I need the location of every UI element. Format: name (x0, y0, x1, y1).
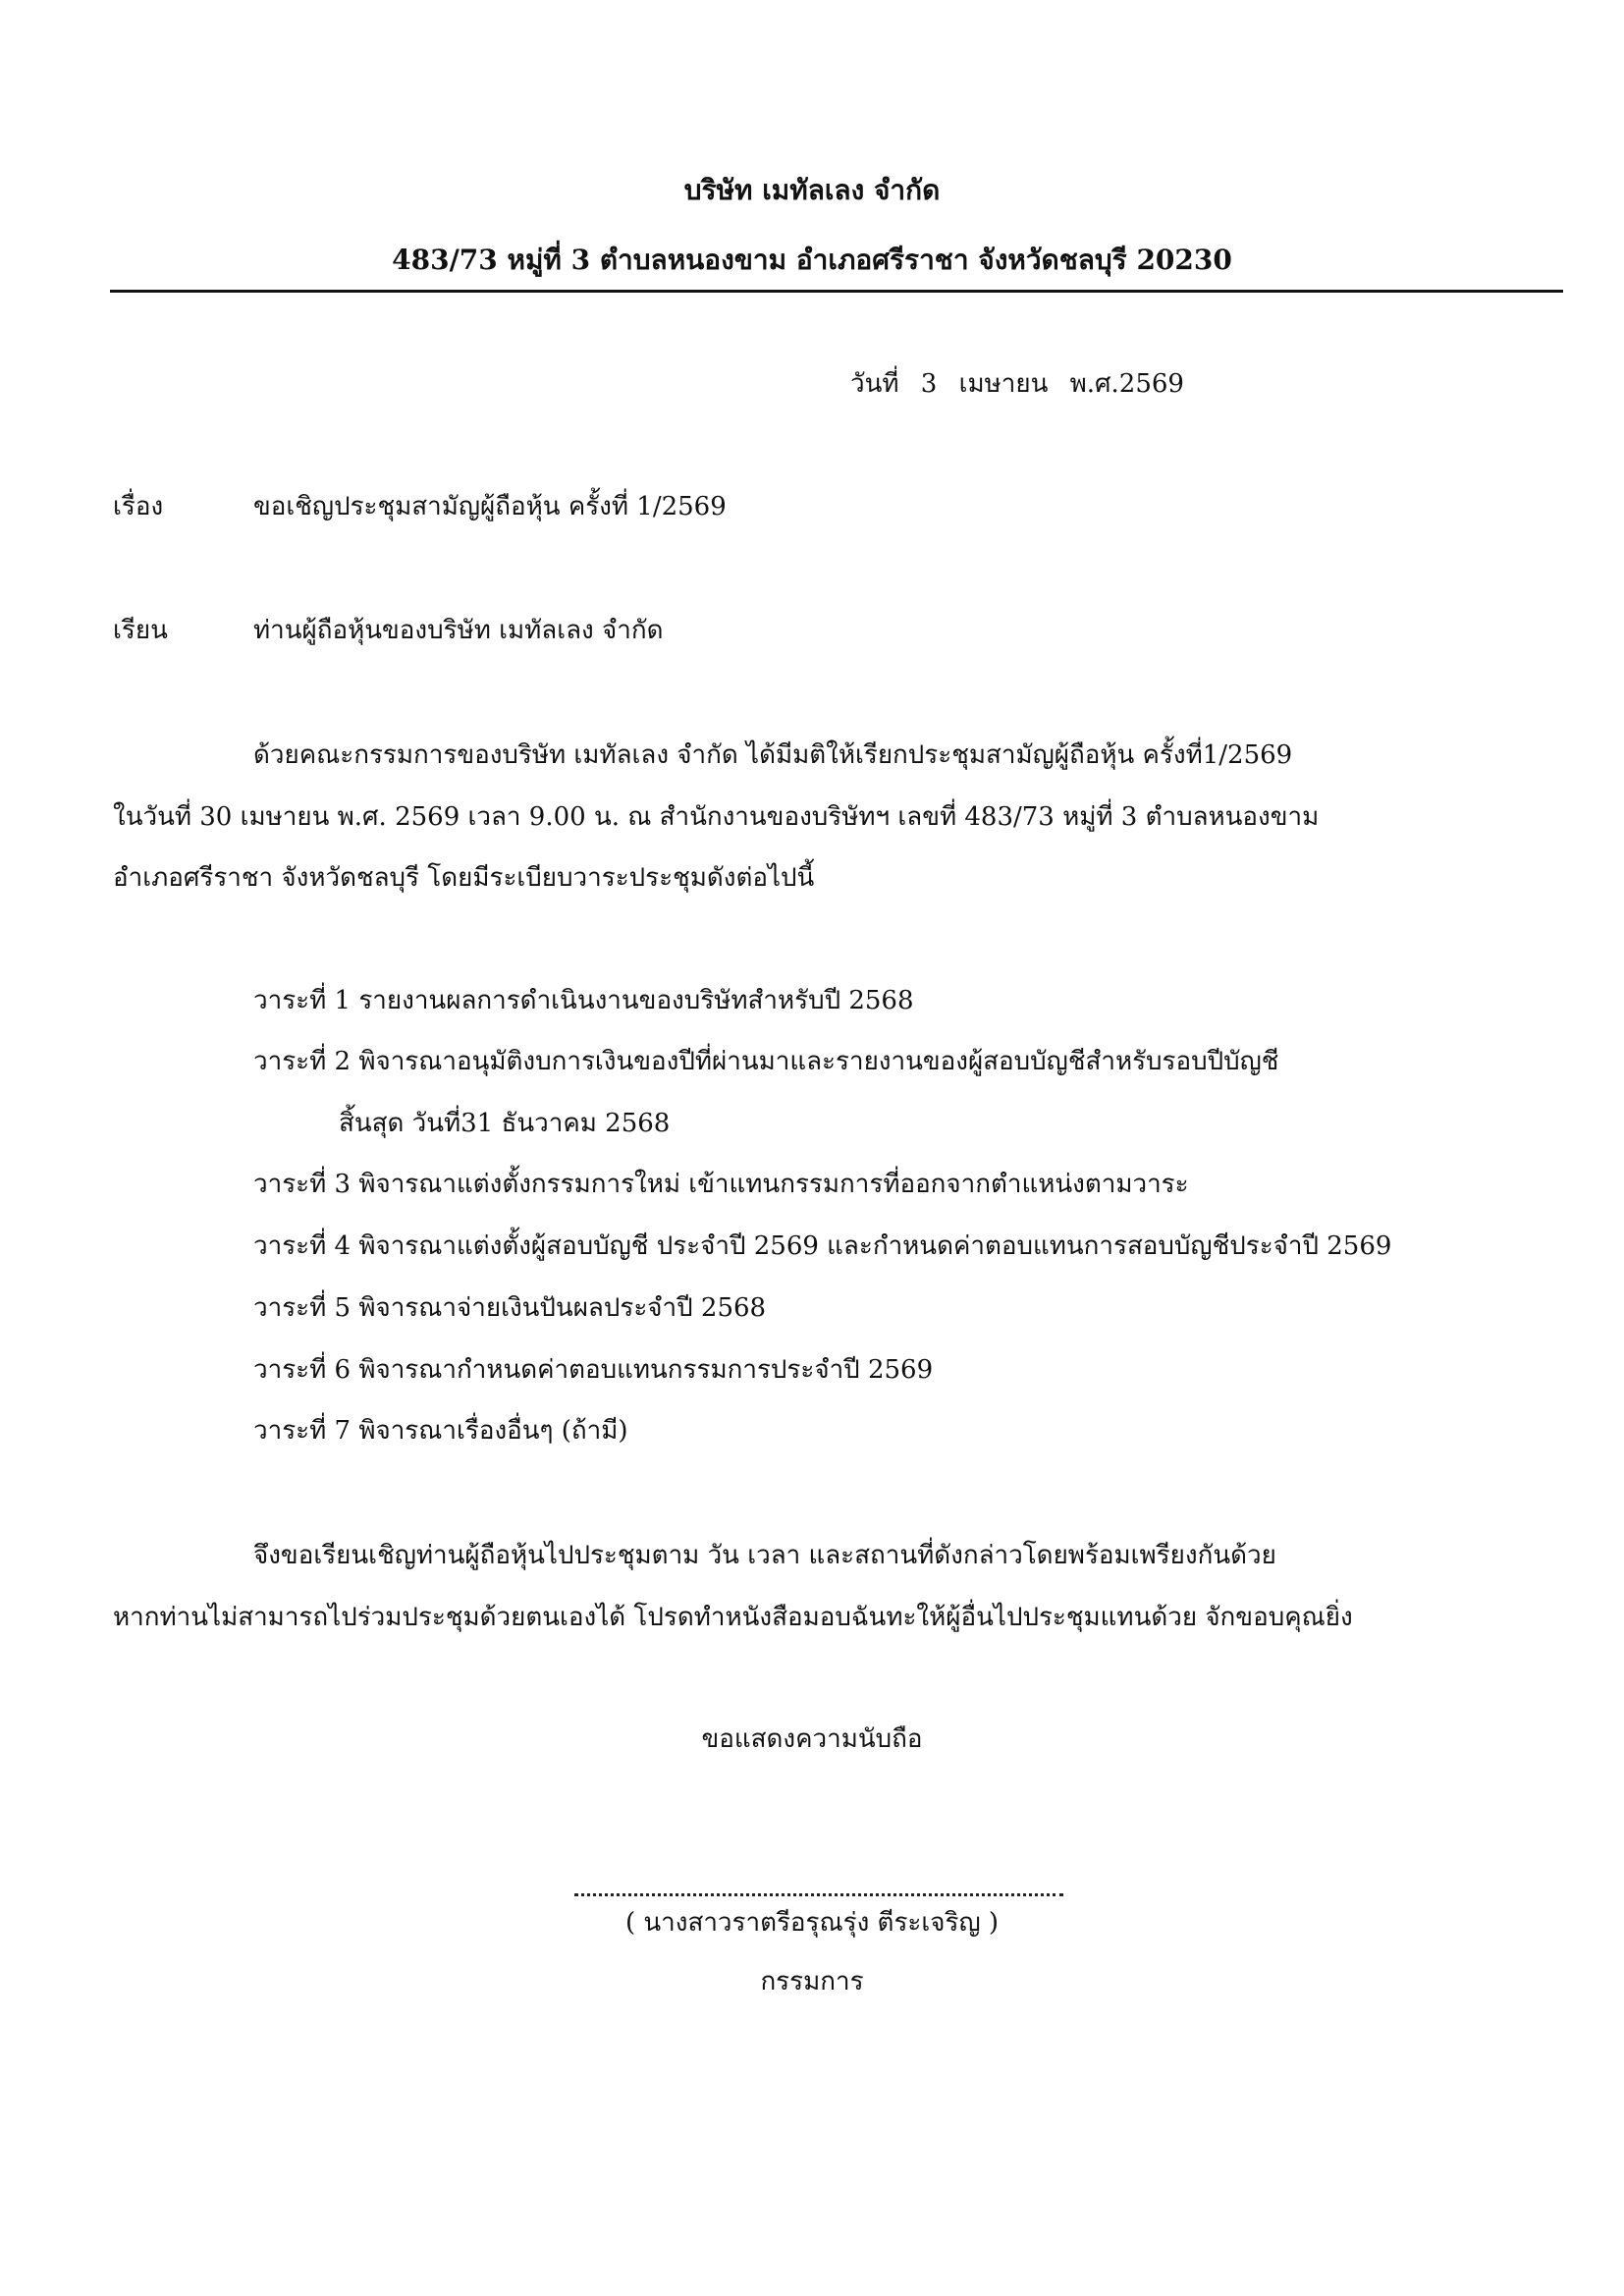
subject-value: ขอเชิญประชุมสามัญผู้ถือหุ้น ครั้งที่ 1/2569 (253, 492, 727, 521)
agenda-item-1: วาระที่ 1 รายงานผลการดำเนินงานของบริษัทสำหรับปี 2568 (253, 986, 914, 1015)
company-address: 483/73 หมู่ที่ 3 ตำบลหนองขาม อำเภอศรีราชา จังหวัดชลบุรี 20230 (392, 244, 1232, 276)
agenda-item-7: วาระที่ 7 พิจารณาเรื่องอื่นๆ (ถ้ามี) (253, 1416, 628, 1446)
invite-paragraph-line: จึงขอเรียนเชิญท่านผู้ถือหุ้นไปประชุมตาม วัน เวลา และสถานที่ดังกล่าวโดยพร้อมเพรียงกันด้วย (253, 1541, 1276, 1570)
agenda-item-2: วาระที่ 2 พิจารณาอนุมัติงบการเงินของปีที่ผ่านมาและรายงานของผู้สอบบัญชีสำหรับรอบปีบัญชี (253, 1047, 1279, 1076)
subject-label: เรื่อง (113, 492, 164, 521)
closing-salutation: ขอแสดงความนับถือ (701, 1724, 923, 1754)
invite-paragraph-line: หากท่านไม่สามารถไปร่วมประชุมด้วยตนเองได้ โปรดทำหนังสือมอบฉันทะให้ผู้อื่นไปประชุมแทนด้วย จักขอบคุณยิ่ง (113, 1603, 1353, 1632)
intro-paragraph-line: ในวันที่ 30 เมษายน พ.ศ. 2569 เวลา 9.00 น. ณ สำนักงานของบริษัทฯ เลขที่ 483/73 หมู่ที่ 3 ตำบลหนองขาม (113, 802, 1320, 832)
signer-title: กรรมการ (760, 1967, 864, 1996)
agenda-item-5: วาระที่ 5 พิจารณาจ่ายเงินปันผลประจำปี 2568 (253, 1293, 767, 1323)
letter-date: วันที่ 3 เมษายน พ.ศ.2569 (850, 369, 1184, 399)
signature-line (574, 1893, 1063, 1896)
recipient-label: เรียน (113, 616, 168, 645)
agenda-item-2-continuation: สิ้นสุด วันที่31 ธันวาคม 2568 (339, 1109, 671, 1138)
recipient-value: ท่านผู้ถือหุ้นของบริษัท เมทัลเลง จำกัด (253, 616, 664, 645)
agenda-item-4: วาระที่ 4 พิจารณาแต่งตั้งผู้สอบบัญชี ประจำปี 2569 และกำหนดค่าตอบแทนการสอบบัญชีประจำปี 2569 (253, 1231, 1392, 1261)
agenda-item-3: วาระที่ 3 พิจารณาแต่งตั้งกรรมการใหม่ เข้าแทนกรรมการที่ออกจากตำแหน่งตามวาระ (253, 1170, 1189, 1199)
intro-paragraph-line: ด้วยคณะกรรมการของบริษัท เมทัลเลง จำกัด ได้มีมติให้เรียกประชุมสามัญผู้ถือหุ้น ครั้งที่1/2569 (253, 740, 1293, 770)
header-divider (110, 290, 1563, 293)
signer-name: ( นางสาวราตรีอรุณรุ่ง ตีระเจริญ ) (624, 1908, 1000, 1938)
agenda-item-6: วาระที่ 6 พิจารณากำหนดค่าตอบแทนกรรมการประจำปี 2569 (253, 1355, 934, 1385)
company-name: บริษัท เมทัลเลง จำกัด (683, 174, 941, 206)
intro-paragraph-line: อำเภอศรีราชา จังหวัดชลบุรี โดยมีระเบียบวาระประชุมดังต่อไปนี้ (113, 863, 815, 893)
